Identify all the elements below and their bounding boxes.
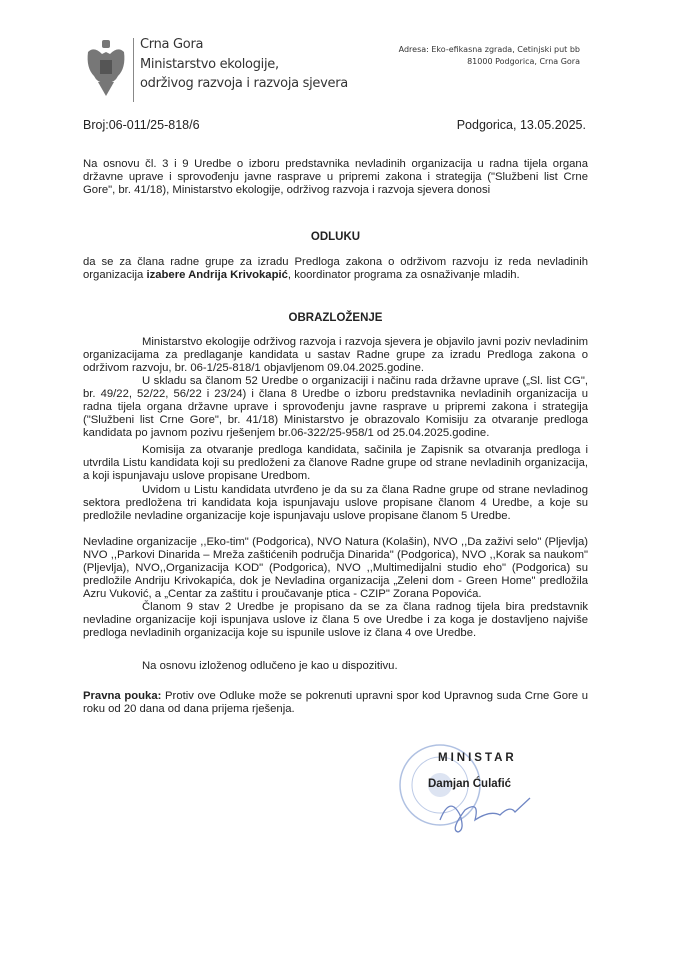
paragraph-2: U skladu sa članom 52 Uredbe o organizaciji i načinu rada državne uprave („Sl. list CG", br. 49/22, 52/22, 56/22 i 23/24) i člana 8 Uredbe o izboru predstavnika nevladinih organizacija u radna tijela organa državne uprave i sprovođenju javne rasprave u pripremi zakona i strategija ("Službeni list Crne Gore", br. 41/18) Ministarstvo je obrazovalo Komisiju za otvaranje predloga kandidata po javnom pozivu rješenjem br.06-322/25-958/1 od 25.04.2025.godine. [83,375,588,439]
ministry-name-line2: održivog razvoja i razvoja sjevera [140,76,348,91]
paragraph-5: Nevladine organizacije ,,Eko-tim" (Podgorica), NVO Natura (Kolašin), NVO ,,Da zaživi selo" (Pljevlja) NVO ,,Parkovi Dinarida – Mreža zaštićenih područja Dinarida" (Podgorica), NVO ,,Korak sa naukom" (Pljevlja), NVO,,Organizacija KOD" (Podgorica), NVO ,,Multimedijalni studio eho" (Podgorica) su predložile Andriju Krivokapića, dok je Nevladina organizacija „Zeleni dom - Green Home" predložila Azru Vuković, a „Centar za zaštitu i proučavanje ptica - CZIP" Zorana Popovića. [83,536,588,600]
address-line1: Adresa: Eko-efikasna zgrada, Cetinjski put bb [398,45,580,54]
decision-text-end: , koordinator programa za osnaživanje mladih. [287,269,520,281]
country-name: Crna Gora [140,37,204,52]
decision-selected-person: izabere Andrija Krivokapić [146,269,288,281]
legal-notice-label: Pravna pouka: [83,690,162,702]
legal-notice-text: Protiv ove Odluke može se pokrenuti upravni spor kod Upravnog suda Crne Gore u roku od 20 dana od dana prijema rješenja. [83,690,588,715]
intro-paragraph: Na osnovu čl. 3 i 9 Uredbe o izboru predstavnika nevladinih organizacija u radna tijela organa državne uprave i sprovođenju javne rasprave u pripremi zakona i strategija ("Službeni list Crne Gore", br. 41/18), Ministarstvo ekologije, održivog razvoja i razvoja sjevera donosi [83,158,588,196]
ministry-name-line1: Ministarstvo ekologije, [140,56,279,72]
signatory-name: Damjan Ćulafić [428,778,512,790]
explanation-title: OBRAZLOŽENJE [288,312,383,324]
decision-text: da se za člana radne grupe za izradu Predloga zakona o održivom razvoju iz reda nevladinih organizacija [83,256,588,281]
place-date: Podgorica, 13.05.2025. [456,118,586,132]
paragraph-7: Na osnovu izloženog odlučeno je kao u dispozitivu. [142,660,398,672]
paragraph-4: Uvidom u Listu kandidata utvrđeno je da su za člana Radne grupe od strane nevladinog sektora predložena tri kandidata koja ispunjavaju uslove propisane članom 4 Uredbe, a koje su predložile nevladine organizacije koje ispunjavaju uslove propisane članom 5 Uredbe. [83,484,588,522]
header-divider [133,38,134,102]
signatory-title: MINISTAR [438,752,517,764]
paragraph-3: Komisija za otvaranje predloga kandidata, sačinila je Zapisnik sa otvaranja predloga i utvrdila Listu kandidata koji su predloženi za članove Radne grupe od strane nevladinih organizacija, a koji ispunjavaju uslove propisane Uredbom. [83,444,588,482]
coat-of-arms-logo [84,38,128,100]
reference-number: Broj:06-011/25-818/6 [83,118,200,132]
paragraph-1: Ministarstvo ekologije održivog razvoja i razvoja sjevera je objavilo javni poziv nevladinim organizacijama za predlaganje kandidata u sastav Radne grupe za izradu Predloga zakona o održivom razvoju, br. 06-1/25-818/1 objavljenom 09.04.2025.godine. [83,336,588,374]
decision-title: ODLUKU [310,231,361,243]
legal-notice [83,690,588,716]
address-line2: 81000 Podgorica, Crna Gora [467,57,580,66]
decision-paragraph [83,256,588,282]
handwritten-signature [430,790,540,840]
paragraph-6: Članom 9 stav 2 Uredbe je propisano da se za člana radnog tijela bira predstavnik nevladine organizacije koji ispunjava uslove iz člana 5 ove Uredbe i za koga je dostavljeno najviše predloga nevladinih organizacija koje su ispunile uslove iz člana 4 ove Uredbe. [83,601,588,639]
